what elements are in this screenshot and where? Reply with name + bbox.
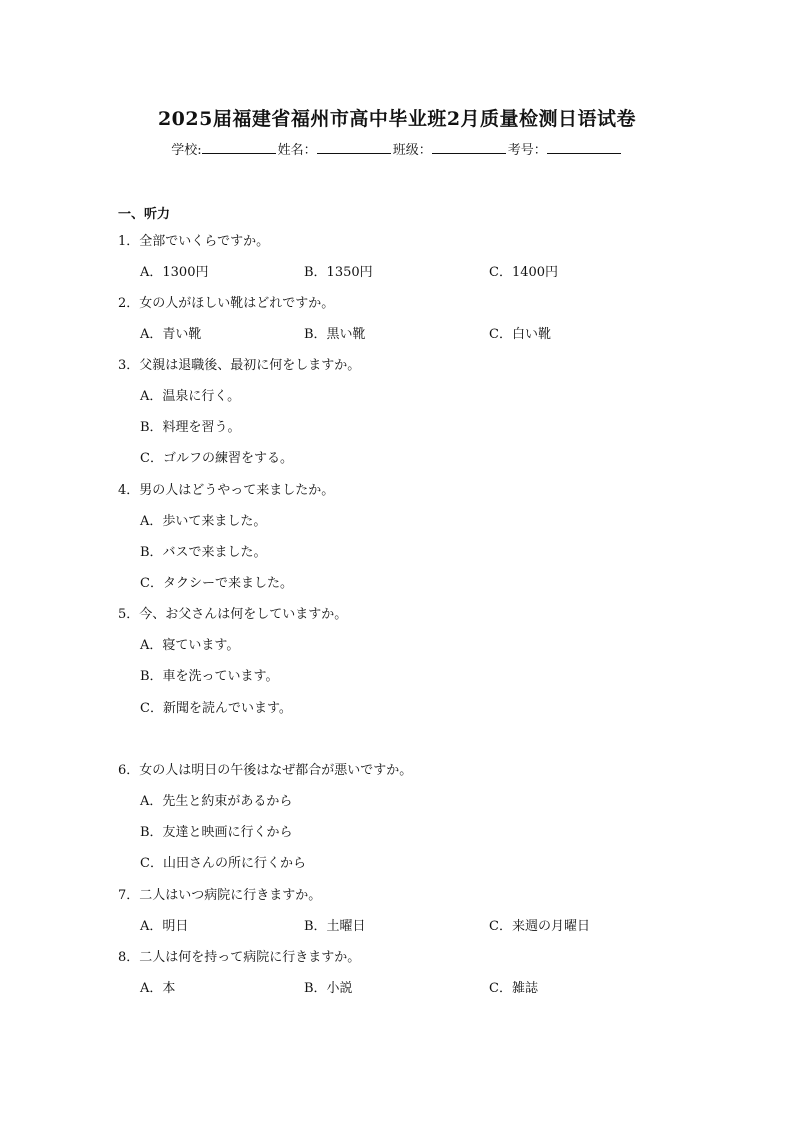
question-8-option-b: B．小説 bbox=[304, 981, 353, 996]
question-6-option-a: A．先生と約束があるから bbox=[140, 794, 293, 809]
question-7: 7．二人はいつ病院に行きますか。 bbox=[118, 888, 322, 903]
question-1-option-b: B．1350円 bbox=[304, 265, 373, 280]
question-5-option-b: B．車を洗っています。 bbox=[140, 669, 279, 684]
class-field[interactable] bbox=[432, 141, 506, 154]
question-4-option-c: C．タクシーで来ました。 bbox=[140, 576, 293, 591]
question-6: 6．女の人は明日の午後はなぜ都合が悪いですか。 bbox=[118, 763, 413, 778]
question-8-option-a: A．本 bbox=[140, 981, 176, 996]
name-field[interactable] bbox=[317, 141, 391, 154]
question-1-option-c: C．1400円 bbox=[489, 265, 559, 280]
question-2-option-b: B．黒い靴 bbox=[304, 327, 366, 342]
school-field[interactable] bbox=[202, 141, 276, 154]
question-4-option-a: A．歩いて来ました。 bbox=[140, 514, 267, 529]
exam-no-field[interactable] bbox=[547, 141, 621, 154]
question-2: 2．女の人がほしい靴はどれですか。 bbox=[118, 296, 335, 311]
question-6-option-b: B．友達と映画に行くから bbox=[140, 825, 293, 840]
question-2-option-a: A．青い靴 bbox=[140, 327, 202, 342]
page-title: 2025届福建省福州市高中毕业班2月质量检测日语试卷 bbox=[157, 108, 637, 130]
question-8-option-c: C．雑誌 bbox=[489, 981, 538, 996]
question-8: 8．二人は何を持って病院に行きますか。 bbox=[118, 950, 361, 965]
student-info-line bbox=[0, 139, 794, 158]
question-7-option-c: C．来週の月曜日 bbox=[489, 919, 590, 934]
question-2-option-c: C．白い靴 bbox=[489, 327, 551, 342]
class-label: 班级： bbox=[392, 143, 432, 158]
question-3: 3．父親は退職後、最初に何をしますか。 bbox=[118, 358, 361, 373]
question-3-option-b: B．料理を習う。 bbox=[140, 420, 241, 435]
question-5: 5．今、お父さんは何をしていますか。 bbox=[118, 607, 348, 622]
exam-no-label: 考号： bbox=[507, 143, 547, 158]
question-4: 4．男の人はどうやって来ましたか。 bbox=[118, 483, 335, 498]
question-6-option-c: C．山田さんの所に行くから bbox=[140, 856, 306, 871]
school-label: 学校: bbox=[171, 143, 202, 158]
question-7-option-b: B．土曜日 bbox=[304, 919, 366, 934]
question-5-option-c: C．新聞を読んでいます。 bbox=[140, 701, 292, 716]
question-4-option-b: B．バスで来ました。 bbox=[140, 545, 267, 560]
section-title-listening: 一、听力 bbox=[118, 207, 171, 222]
name-label: 姓名： bbox=[277, 143, 317, 158]
question-1-option-a: A．1300円 bbox=[140, 265, 209, 280]
question-7-option-a: A．明日 bbox=[140, 919, 189, 934]
question-3-option-a: A．温泉に行く。 bbox=[140, 389, 241, 404]
question-3-option-c: C．ゴルフの練習をする。 bbox=[140, 451, 293, 466]
question-1: 1．全部でいくらですか。 bbox=[118, 234, 270, 249]
question-5-option-a: A．寝ています。 bbox=[140, 638, 240, 653]
